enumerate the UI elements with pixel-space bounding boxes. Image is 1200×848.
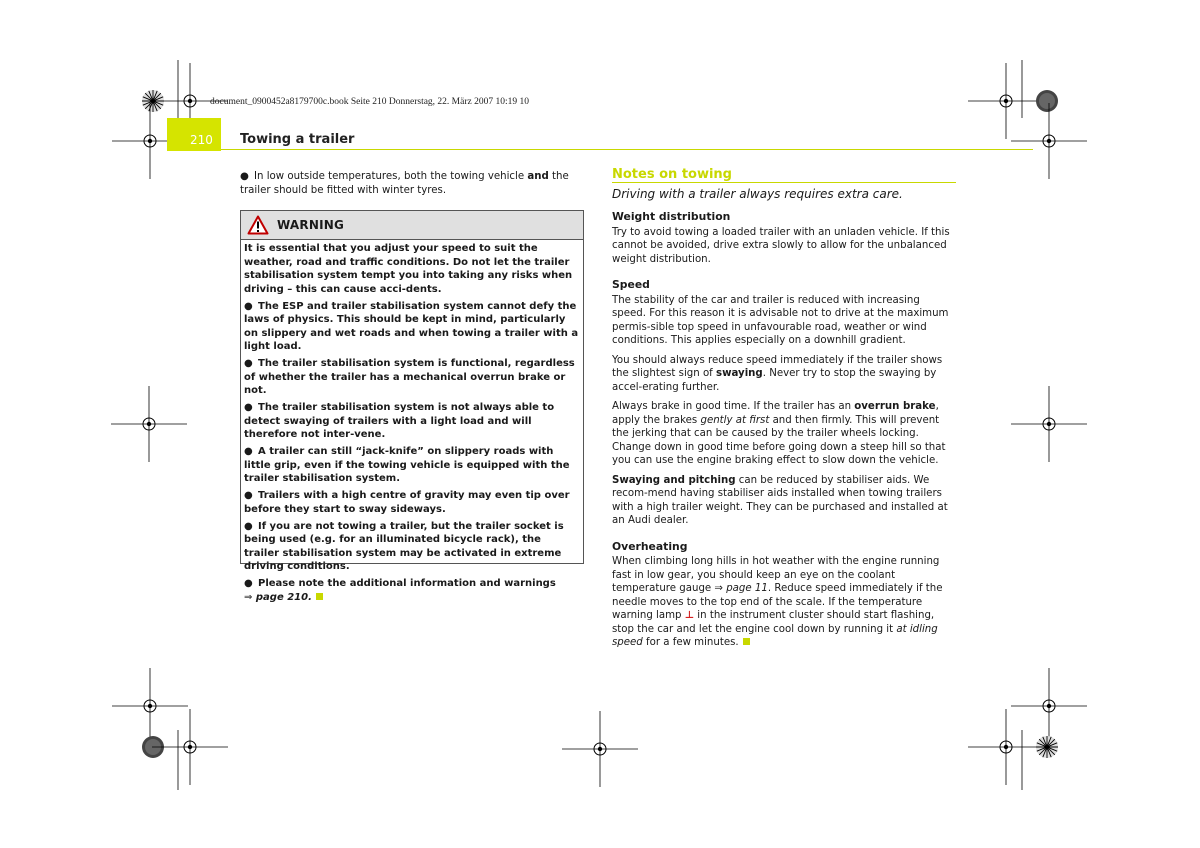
warning-bullet: ● If you are not towing a trailer, but the trailer socket is being used (e.g. for an illuminated bicycle rack), the trailer stabilisation system may be activated in extreme driving conditions. [244, 520, 564, 572]
left-column [240, 170, 580, 197]
right-column [612, 168, 957, 656]
cross-reference-arrow-icon: ⇒ [244, 591, 253, 603]
bullet-icon: ● [244, 300, 253, 312]
speed-paragraph-3: Always brake in good time. If the trailer has an overrun brake, apply the brakes gently at first and then firmly. This will prevent the jerking that can be caused by the trailer wheels locking. Change down in good time before going down a steep hill so that you can use the engine braking effect to slow down the vehicle. [612, 401, 946, 466]
warning-body [241, 240, 583, 604]
cross-reference-link[interactable]: page 11 [726, 583, 768, 594]
speed-paragraph-1: The stability of the car and trailer is reduced with increasing speed. For this reason it is advisable not to drive at the maximum permis-sible top speed in unfavourable road, weather or wind conditions. This applies especially on a downhill gradient. [612, 294, 949, 346]
weight-paragraph: Try to avoid towing a loaded trailer with an unladen vehicle. If this cannot be avoided, drive extra slowly to allow for the unbalanced weight distribution. [612, 226, 950, 265]
notes-title: Notes on towing [612, 167, 732, 182]
warning-triangle-icon [247, 215, 269, 235]
warning-bullet: ● A trailer can still “jack-knife” on slippery roads with little grip, even if the towing vehicle is equipped with the trailer stabilisation system. [244, 446, 570, 484]
overheating-heading: Overheating [612, 539, 688, 553]
sway-paragraph: Swaying and pitching can be reduced by stabiliser aids. We recom-mend having stabiliser aids installed when towing trailers with a high trailer weight. They can be purchased and installed at an Audi dealer. [612, 474, 948, 526]
cross-reference-link[interactable]: page 210. [255, 591, 312, 603]
bullet-icon: ● [244, 446, 253, 457]
warning-bullet: ● The trailer stabilisation system is functional, regardless of whether the trailer has a mechanical overrun brake or not. [244, 358, 575, 396]
warning-bullet: ● The trailer stabilisation system is not always able to detect swaying of trailers with a light load and will therefore not inter-vene. [244, 402, 555, 440]
bullet-icon: ● [244, 520, 253, 532]
speed-paragraph-2: You should always reduce speed immediately if the trailer shows the slightest sign of swaying. Never try to stop the swaying by accel-erating further. [612, 354, 943, 393]
end-of-section-marker [316, 593, 323, 600]
warning-paragraph: It is essential that you adjust your speed to suit the weather, road and traffic conditions. Do not let the trailer stabilisation system tempt you into taking any risks when driving – this can cause acci-dents. [244, 243, 573, 295]
page-number: 210 [190, 133, 213, 147]
intro-paragraph: ● In low outside temperatures, both the towing vehicle and the trailer should be fitted with winter tyres. [240, 171, 569, 196]
bullet-icon: ● [244, 402, 253, 413]
temperature-warning-lamp-icon: ⊥ [684, 610, 695, 621]
warning-bullet: ● Trailers with a high centre of gravity may even tip over before they start to sway sideways. [244, 490, 570, 515]
weight-heading: Weight distribution [612, 210, 731, 223]
speed-heading: Speed [612, 278, 650, 291]
warning-title: WARNING [277, 218, 345, 232]
cross-reference-arrow-icon: ⇒ [714, 583, 723, 594]
end-of-section-marker [743, 638, 750, 645]
bullet-icon: ● [240, 171, 249, 182]
bullet-icon: ● [244, 578, 253, 589]
lead-sentence: Driving with a trailer always requires extra care. [612, 186, 903, 201]
header-rule [221, 149, 1033, 150]
warning-bullet: ● Please note the additional information and warnings ⇒ page 210. [244, 578, 556, 603]
warning-box [240, 210, 584, 603]
warning-header [241, 211, 583, 240]
bullet-icon: ● [244, 490, 253, 501]
overheating-paragraph: When climbing long hills in hot weather with the engine running fast in low gear, you should keep an eye on the coolant temperature gauge ⇒ page 11. Reduce speed immediately if the needle moves to the top end of the scale. If the temperature warning lamp ⊥ in the instrument cluster should start flashing, stop the car and let the engine cool down by running it at idling speed for a few minutes. [612, 556, 943, 648]
section-title: Towing a trailer [240, 132, 355, 147]
warning-bullet: ● The ESP and trailer stabilisation system cannot defy the laws of physics. This should be kept in mind, particularly on slippery and wet roads and when towing a trailer with a light load. [244, 300, 579, 352]
file-info-header: document_0900452a8179700c.book Seite 210 Donnerstag, 22. März 2007 10:19 10 [210, 97, 529, 107]
bullet-icon: ● [244, 358, 253, 369]
